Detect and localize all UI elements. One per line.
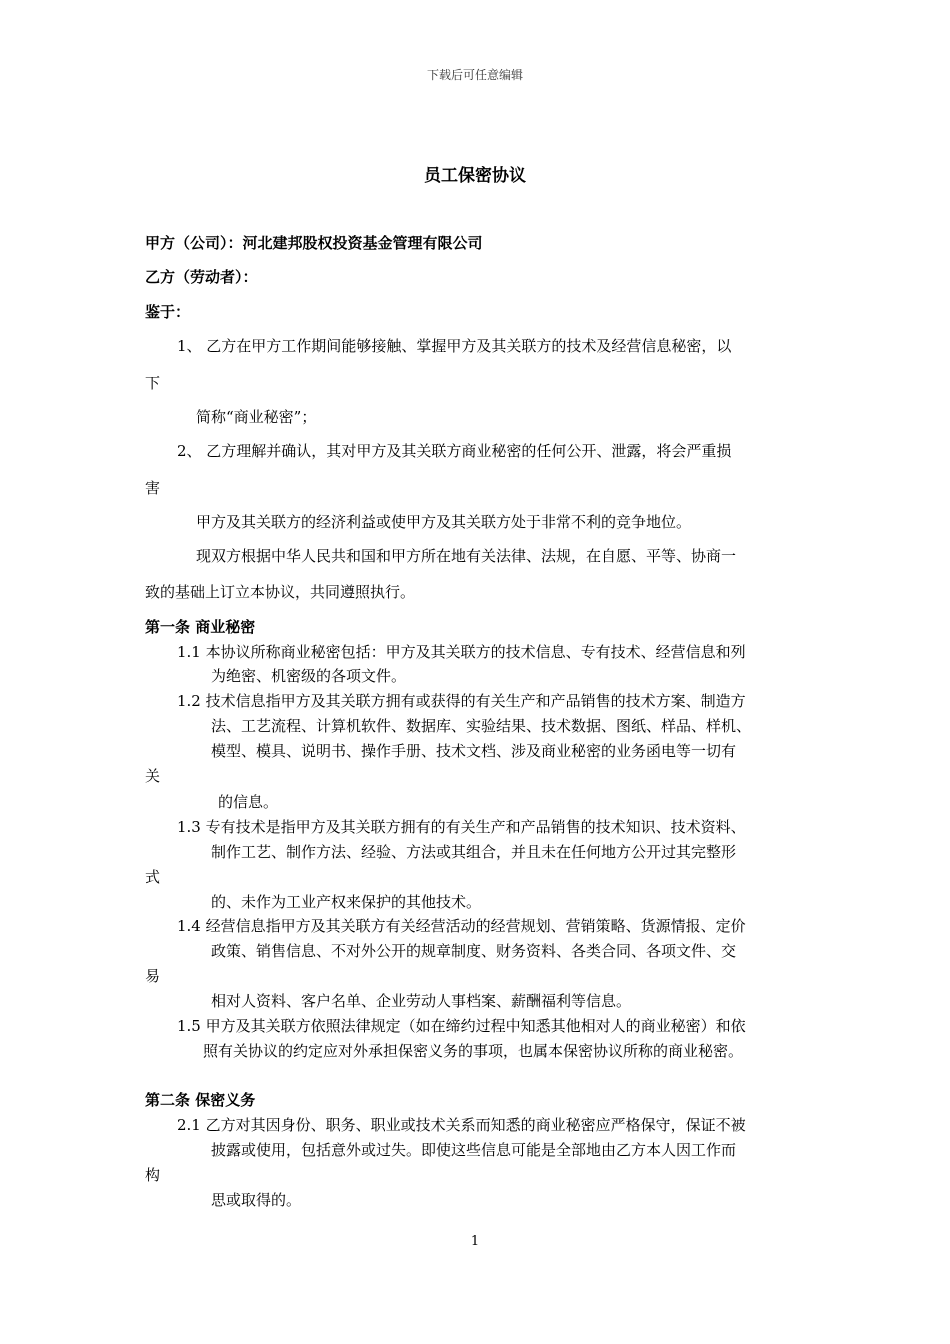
page-number: 1: [470, 1234, 480, 1249]
agreement-line-2: 致的基础上订立本协议，共同遵照执行。: [145, 583, 416, 601]
whereas-label: 鉴于：: [145, 303, 191, 321]
clause-1-2-line-1: 1.2 技术信息指甲方及其关联方拥有或获得的有关生产和产品销售的技术方案、制造方: [177, 692, 746, 710]
clause-2-1-line-2: 披露或使用，包括意外或过失。即使这些信息可能是全部地由乙方本人因工作而: [211, 1141, 737, 1159]
clause-1-4-line-2: 政策、销售信息、不对外公开的规章制度、财务资料、各类合同、各项文件、交: [211, 942, 737, 960]
party-b: 乙方（劳动者）：: [145, 268, 258, 286]
agreement-line-1: 现双方根据中华人民共和国和甲方所在地有关法律、法规，在自愿、平等、协商一: [196, 547, 737, 565]
article-1-heading: 第一条 商业秘密: [145, 618, 256, 636]
clause-1-1-line-1: 1.1 本协议所称商业秘密包括：甲方及其关联方的技术信息、专有技术、经营信息和列: [177, 643, 746, 661]
clause-2-1-line-3: 思或取得的。: [211, 1191, 302, 1209]
clause-1-4-wrap: 易: [145, 967, 161, 985]
clause-1-4-line-1: 1.4 经营信息指甲方及其关联方有关经营活动的经营规划、营销策略、货源情报、定价: [177, 917, 746, 935]
clause-1-3-line-1: 1.3 专有技术是指甲方及其关联方拥有的有关生产和产品销售的技术知识、技术资料、: [177, 818, 746, 836]
clause-1-3-line-2: 制作工艺、制作方法、经验、方法或其组合，并且未在任何地方公开过其完整形: [211, 843, 737, 861]
clause-1-2-line-3: 模型、模具、说明书、操作手册、技术文档、涉及商业秘密的业务函电等一切有: [211, 742, 737, 760]
recital-2-wrap: 害: [145, 479, 161, 497]
recital-1-line-2: 简称“商业秘密”；: [196, 408, 317, 426]
clause-1-3-line-3: 的、未作为工业产权来保护的其他技术。: [211, 893, 482, 911]
recital-2-line-1: 2、 乙方理解并确认，其对甲方及其关联方商业秘密的任何公开、泄露，将会严重损: [177, 442, 732, 460]
recital-1-line-1: 1、 乙方在甲方工作期间能够接触、掌握甲方及其关联方的技术及经营信息秘密，以: [177, 337, 732, 355]
clause-1-3-wrap: 式: [145, 868, 161, 886]
recital-1-wrap: 下: [145, 374, 161, 392]
clause-2-1-wrap: 构: [145, 1166, 161, 1184]
clause-1-1-line-2: 为绝密、机密级的各项文件。: [211, 667, 407, 685]
party-a: 甲方（公司）：河北建邦股权投资基金管理有限公司: [145, 234, 483, 252]
clause-1-5-line-1: 1.5 甲方及其关联方依照法律规定（如在缔约过程中知悉其他相对人的商业秘密）和依: [177, 1017, 746, 1035]
page-header: 下载后可任意编辑: [426, 68, 523, 82]
article-2-heading: 第二条 保密义务: [145, 1091, 256, 1109]
clause-1-4-line-3: 相对人资料、客户名单、企业劳动人事档案、薪酬福利等信息。: [211, 992, 632, 1010]
clause-1-2-wrap: 关: [145, 767, 161, 785]
clause-1-5-line-2: 照有关协议的约定应对外承担保密义务的事项，也属本保密协议所称的商业秘密。: [203, 1042, 744, 1060]
recital-2-line-2: 甲方及其关联方的经济利益或使甲方及其关联方处于非常不利的竞争地位。: [196, 513, 692, 531]
clause-2-1-line-1: 2.1 乙方对其因身份、职务、职业或技术关系而知悉的商业秘密应严格保守，保证不被: [177, 1116, 746, 1134]
clause-1-2-line-2: 法、工艺流程、计算机软件、数据库、实验结果、技术数据、图纸、样品、样机、: [211, 717, 752, 735]
document-title: 员工保密协议: [424, 166, 526, 186]
clause-1-2-line-4: 的信息。: [218, 793, 279, 811]
